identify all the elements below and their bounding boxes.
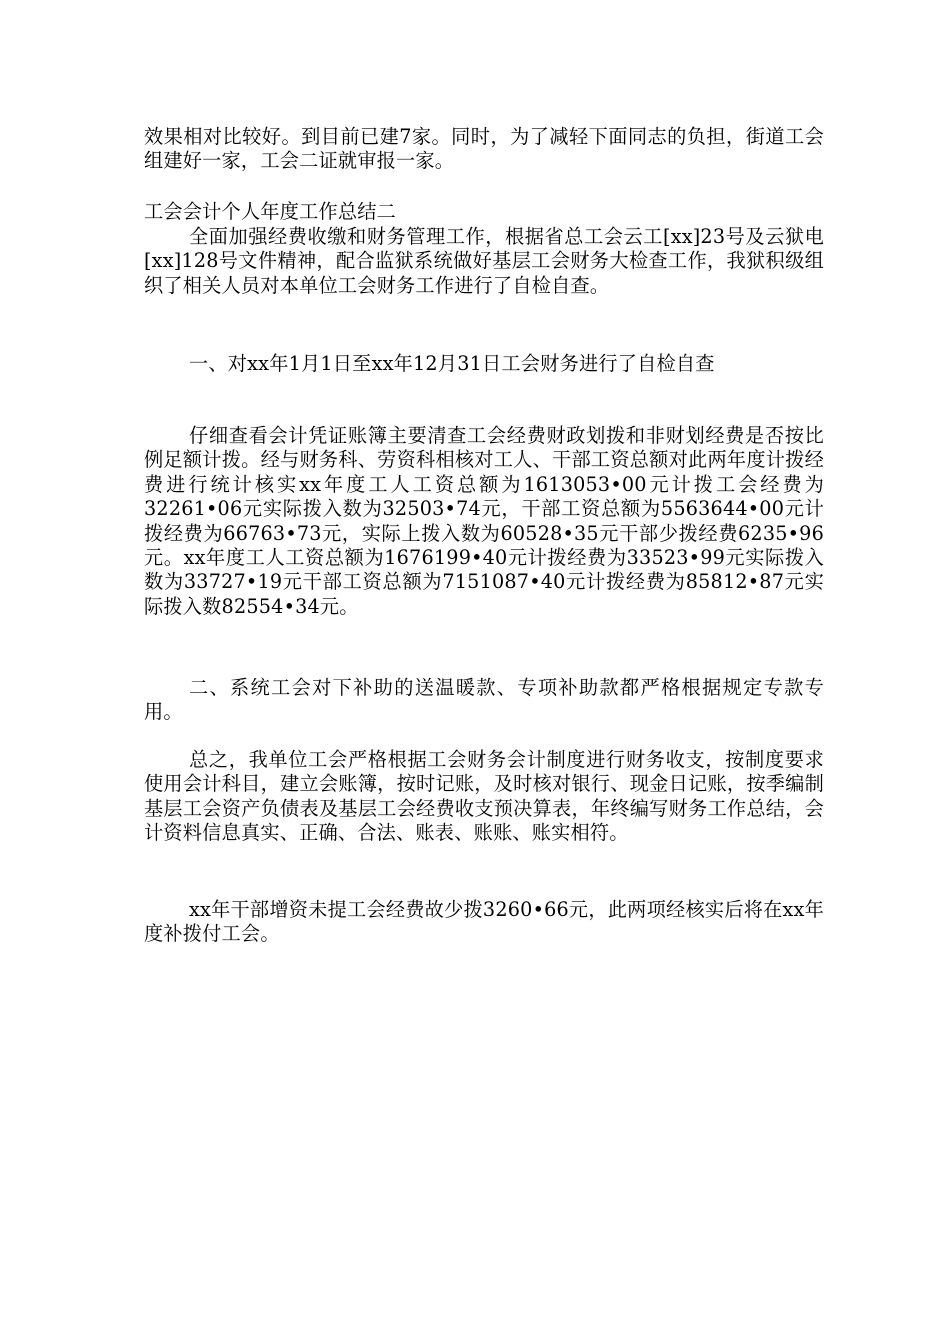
continuation-paragraph: 效果相对比较好。到目前已建7家。同时，为了减轻下面同志的负担，街道工会组建好一家，工会二证就审报一家。 [144,125,824,173]
closing-paragraph: xx年干部增资未提工会经费故少拨3260•66元，此两项经核实后将在xx年度补拨付工会。 [144,898,824,946]
summary-paragraph: 总之，我单位工会严格根据工会财务会计制度进行财务收支，按制度要求使用会计科目，建立会账簿，按时记账，及时核对银行、现金日记账，按季编制基层工会资产负债表及基层工会经费收支预决算表，年终编写财务工作总结，会计资料信息真实、正确、合法、账表、账账、账实相符。 [144,748,824,845]
intro-paragraph: 全面加强经费收缴和财务管理工作，根据省总工会云工[xx]23号及云狱电[xx]128号文件精神，配合监狱系统做好基层工会财务大检查工作，我狱积级组织了相关人员对本单位工会财务工作进行了自检自查。 [144,225,824,297]
item-two-paragraph: 二、系统工会对下补助的送温暖款、专项补助款都严格根据规定专款专用。 [144,676,824,724]
item-one-body: 仔细查看会计凭证账簿主要清查工会经费财政划拨和非财划经费是否按比例足额计拨。经与财务科、劳资科相核对工人、干部工资总额对此两年度计拨经费进行统计核实xx年度工人工资总额为1613053•00元计拨工会经费为32261•06元实际拨入数为32503•74元，干部工资总额为5563644•00元计拨经费为66763•73元，实际上拨入数为60528•35元干部少拨经费6235•96元。xx年度工人工资总额为1676199•40元计拨经费为33523•99元实际拨入数为33727•19元干部工资总额为7151087•40元计拨经费为85812•87元实际拨入数82554•34元。 [144,424,824,618]
item-one-heading: 一、对xx年1月1日至xx年12月31日工会财务进行了自检自查 [189,352,715,375]
section-title: 工会会计个人年度工作总结二 [144,200,397,223]
